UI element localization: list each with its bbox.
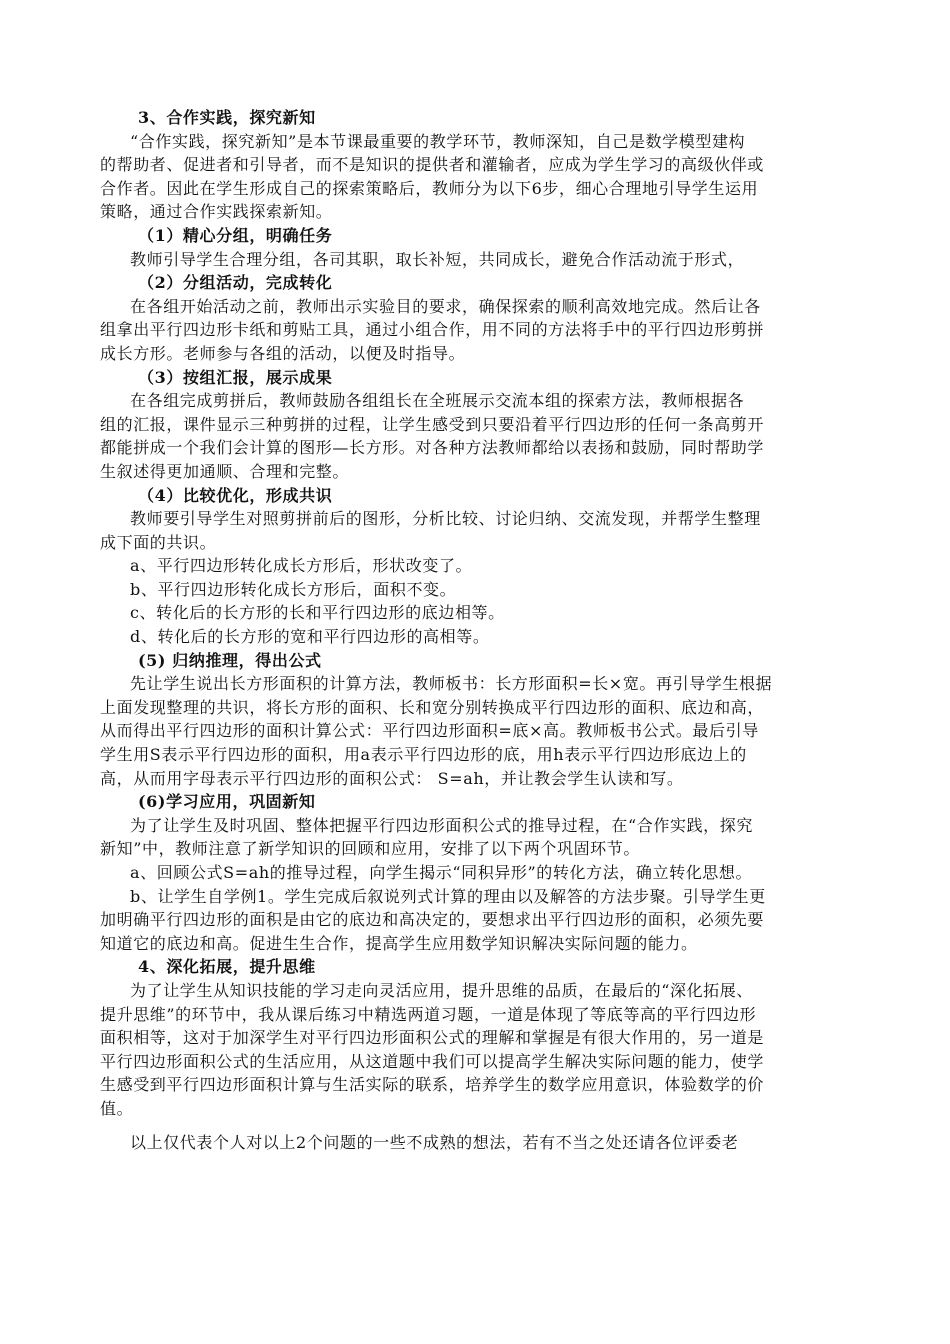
- paragraph-line: 合作者。因此在学生形成自己的探索策略后，教师分为以下6步，细心合理地引导学生运用: [100, 178, 759, 198]
- subsection-heading: (5) 归纳推理，得出公式: [138, 650, 322, 670]
- paragraph-line: 组拿出平行四边形卡纸和剪贴工具，通过小组合作，用不同的方法将手中的平行四边形剪拼: [100, 320, 765, 340]
- paragraph-line: 以上仅代表个人对以上2个问题的一些不成熟的想法，若有不当之处还请各位评委老: [130, 1132, 739, 1152]
- paragraph-line: 为了让学生及时巩固、整体把握平行四边形面积公式的推导过程，在“合作实践，探究: [130, 815, 753, 835]
- subsection-heading: （2）分组活动，完成转化: [138, 273, 333, 293]
- paragraph-line: 从而得出平行四边形的面积计算公式：平行四边形面积=底×高。教师板书公式。最后引导: [100, 721, 759, 741]
- list-item: b、让学生自学例1。学生完成后叙说列式计算的理由以及解答的方法步聚。引导学生更: [130, 886, 766, 906]
- list-item: d、转化后的长方形的宽和平行四边形的高相等。: [130, 627, 490, 647]
- list-item: c、转化后的长方形的长和平行四边形的底边相等。: [130, 603, 505, 623]
- paragraph-line: 策略，通过合作实践探索新知。: [100, 202, 333, 222]
- paragraph-line: 教师要引导学生对照剪拼前后的图形，分析比较、讨论归纳、交流发现，并帮学生整理: [130, 509, 761, 529]
- subsection-heading: （3）按组汇报，展示成果: [138, 367, 333, 387]
- list-item: a、回顾公式S=ah的推导过程，向学生揭示“同积异形”的转化方法，确立转化思想。: [130, 863, 753, 882]
- paragraph-line: 提升思维”的环节中，我从课后练习中精选两道习题，一道是体现了等底等高的平行四边形: [100, 1004, 757, 1024]
- paragraph-line: 面积相等，这对于加深学生对平行四边形面积公式的理解和掌握是有很大作用的，另一道是: [100, 1028, 765, 1048]
- paragraph-line: 的帮助者、促进者和引导者，而不是知识的提供者和灌输者，应成为学生学习的高级伙伴或: [100, 155, 765, 175]
- paragraph-line: 成下面的共识。: [100, 532, 217, 552]
- paragraph-line: 教师引导学生合理分组，各司其职，取长补短，共同成长，避免合作活动流于形式，: [130, 249, 745, 269]
- paragraph-spacer: [100, 1121, 852, 1131]
- subsection-heading: (6)学习应用，巩固新知: [138, 792, 316, 812]
- paragraph-line: 值。: [100, 1098, 134, 1118]
- paragraph-line: 在各组开始活动之前，教师出示实验目的要求，确保探索的顺利高效地完成。然后让各: [130, 296, 761, 316]
- paragraph-line: 平行四边形面积公式的生活应用，从这道题中我们可以提高学生解决实际问题的能力，使学: [100, 1051, 765, 1071]
- list-item: a、平行四边形转化成长方形后，形状改变了。: [130, 556, 473, 576]
- paragraph-line: 加明确平行四边形的面积是由它的底边和高决定的，要想求出平行四边形的面积，必须先要: [100, 910, 765, 930]
- paragraph-line: 学生用S表示平行四边形的面积，用a表示平行四边形的底，用h表示平行四边形底边上的: [100, 745, 747, 765]
- paragraph-line: 新知”中，教师注意了新学知识的回顾和应用，安排了以下两个巩固环节。: [100, 839, 640, 859]
- paragraph-line: 高，从而用字母表示平行四边形的面积公式： S=ah，并让教会学生认读和写。: [100, 768, 684, 788]
- paragraph-line: 先让学生说出长方形面积的计算方法，教师板书：长方形面积=长×宽。再引导学生根据: [130, 674, 773, 694]
- paragraph-line: 生感受到平行四边形面积计算与生活实际的联系，培养学生的数学应用意识，体验数学的价: [100, 1075, 765, 1095]
- paragraph-line: 上面发现整理的共识，将长方形的面积、长和宽分别转换成平行四边形的面积、底边和高，: [100, 697, 765, 717]
- section-heading: 3、合作实践，探究新知: [138, 108, 316, 127]
- subsection-heading: （1）精心分组，明确任务: [138, 225, 333, 245]
- paragraph-line: 生叙述得更加通顺、合理和完整。: [100, 461, 350, 481]
- section-heading: 4、深化拓展，提升思维: [138, 957, 316, 977]
- paragraph-line: “合作实践，探究新知”是本节课最重要的教学环节，教师深知，自己是数学模型建构: [130, 131, 746, 151]
- paragraph-line: 在各组完成剪拼后，教师鼓励各组组长在全班展示交流本组的探索方法，教师根据各: [130, 391, 745, 411]
- paragraph-line: 都能拼成一个我们会计算的图形—长方形。对各种方法教师都给以表扬和鼓励，同时帮助学: [100, 438, 765, 458]
- paragraph-line: 成长方形。老师参与各组的活动，以便及时指导。: [100, 343, 466, 363]
- subsection-heading: （4）比较优化，形成共识: [138, 485, 333, 505]
- paragraph-line: 组的汇报，课件显示三种剪拼的过程，让学生感受到只要沿着平行四边形的任何一条高剪开: [100, 414, 765, 434]
- paragraph-line: 为了让学生从知识技能的学习走向灵活应用，提升思维的品质，在最后的“深化拓展、: [130, 980, 753, 1000]
- list-item: b、平行四边形转化成长方形后，面积不变。: [130, 579, 457, 599]
- paragraph-line: 知道它的底边和高。促进生生合作，提高学生应用数学知识解决实际问题的能力。: [100, 933, 698, 953]
